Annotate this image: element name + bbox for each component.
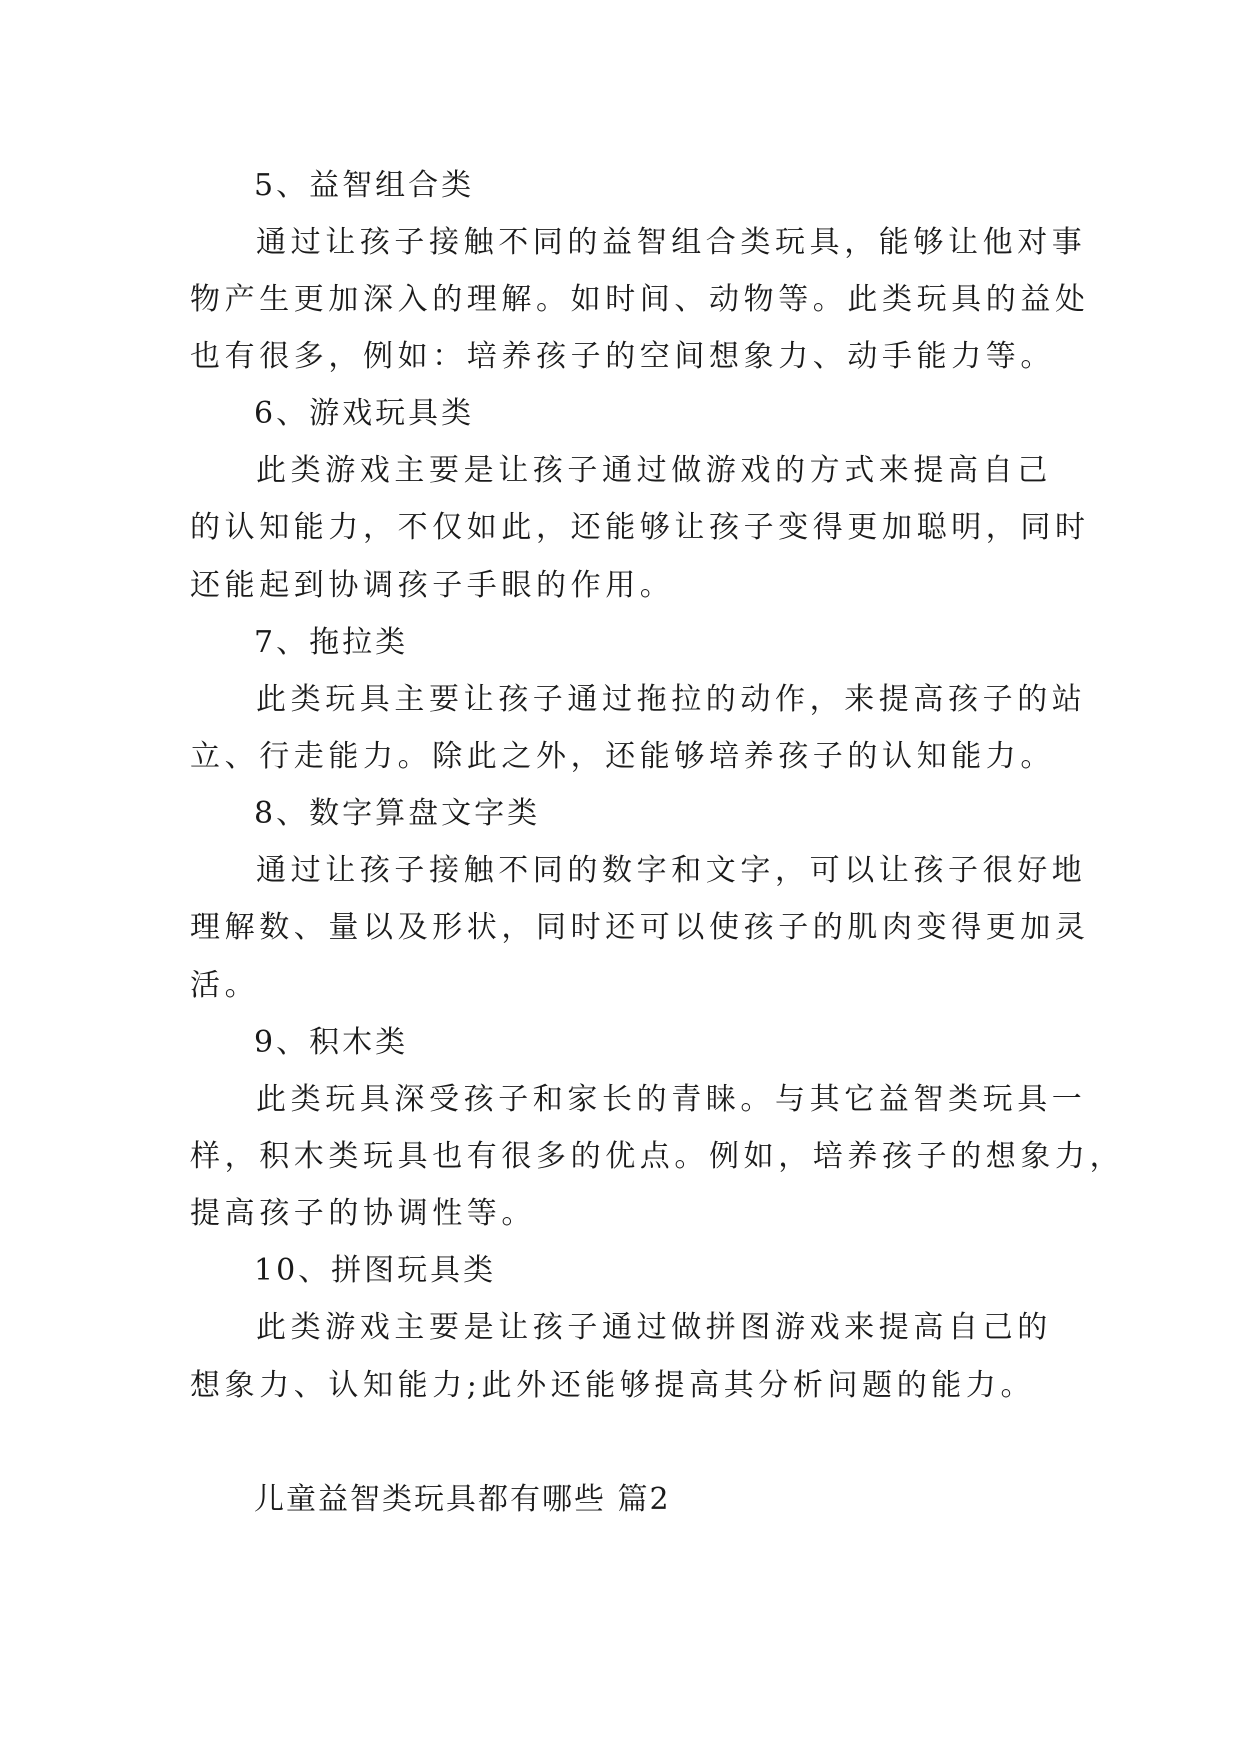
section-heading-7: 7、拖拉类 — [254, 625, 409, 660]
paragraph-line: 还能起到协调孩子手眼的作用。 — [190, 568, 675, 603]
paragraph-line: 想象力、认知能力;此外还能够提高其分析问题的能力。 — [190, 1368, 1036, 1403]
paragraph-line: 此类游戏主要是让孩子通过做拼图游戏来提高自己的 — [256, 1310, 1052, 1345]
paragraph-line: 理解数、量以及形状，同时还可以使孩子的肌肉变得更加灵 — [190, 910, 1090, 945]
section-heading-8: 8、数字算盘文字类 — [254, 796, 541, 831]
paragraph-line: 活。 — [190, 968, 260, 1003]
section-heading-5: 5、益智组合类 — [254, 168, 475, 203]
paragraph-line: 立、行走能力。除此之外，还能够培养孩子的认知能力。 — [190, 739, 1055, 774]
paragraph-line: 提高孩子的协调性等。 — [190, 1196, 536, 1231]
paragraph-line: 通过让孩子接触不同的益智组合类玩具，能够让他对事 — [256, 225, 1087, 260]
section-heading-9: 9、积木类 — [254, 1025, 409, 1060]
paragraph-line: 此类游戏主要是让孩子通过做游戏的方式来提高自己 — [256, 453, 1052, 488]
paragraph-line: 此类玩具主要让孩子通过拖拉的动作，来提高孩子的站 — [256, 682, 1087, 717]
paragraph-line: 的认知能力，不仅如此，还能够让孩子变得更加聪明，同时 — [190, 510, 1090, 545]
section-heading-10: 10、拼图玩具类 — [254, 1253, 497, 1288]
next-article-title: 儿童益智类玩具都有哪些 篇2 — [254, 1482, 671, 1517]
paragraph-line: 样，积木类玩具也有很多的优点。例如，培养孩子的想象力， — [190, 1139, 1125, 1174]
paragraph-line: 也有很多，例如：培养孩子的空间想象力、动手能力等。 — [190, 339, 1055, 374]
paragraph-line: 通过让孩子接触不同的数字和文字，可以让孩子很好地 — [256, 853, 1087, 888]
paragraph-line: 此类玩具深受孩子和家长的青睐。与其它益智类玩具一 — [256, 1082, 1087, 1117]
section-heading-6: 6、游戏玩具类 — [254, 396, 475, 431]
paragraph-line: 物产生更加深入的理解。如时间、动物等。此类玩具的益处 — [190, 282, 1090, 317]
